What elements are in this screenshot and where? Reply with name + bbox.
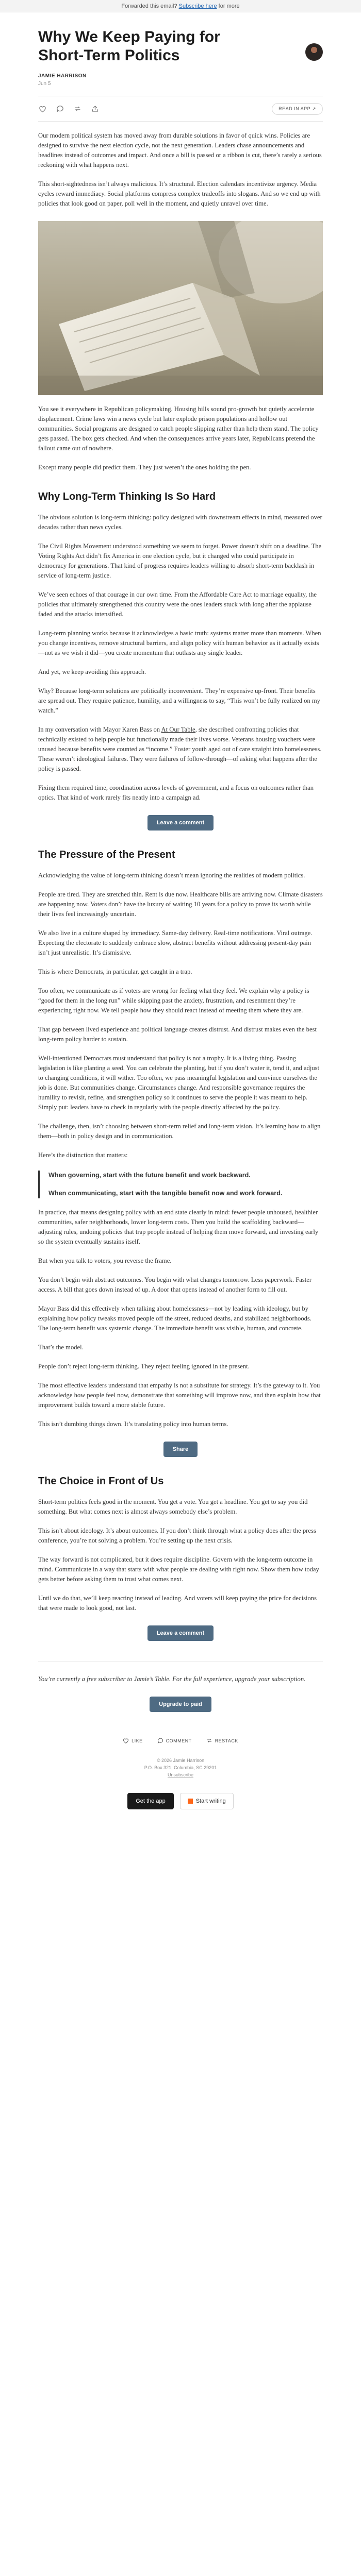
unsubscribe-link[interactable]: Unsubscribe	[167, 1772, 194, 1777]
body-paragraph: This is where Democrats, in particular, get caught in a trap.	[38, 968, 192, 975]
section-heading-pressure: The Pressure of the Present	[38, 849, 175, 860]
leave-comment-button[interactable]: Leave a comment	[147, 1625, 214, 1641]
external-arrow-icon: ↗	[311, 106, 316, 111]
quote-line: When governing, start with the future benefit and work backward.	[48, 1172, 251, 1179]
forward-text: Forwarded this email?	[121, 3, 177, 9]
body-paragraph: We also live in a culture shaped by immediacy. Same-day delivery. Real-time notifications. Viral outrage. Expecting the electorate to suddenly embrace slow, abstract benefits without addressing present-day pain isn’t just unrealistic. It’s dismissive.	[38, 929, 313, 956]
body-paragraph: The Civil Rights Movement understood something we seem to forget. Power doesn’t shift on a deadline. The Voting Rights Act didn’t fix America in one election cycle, but it changed who could participate in democracy for generations. That kind of progress requires leaders willing to absorb short-term backlash in service of long-term justice.	[38, 543, 322, 579]
body-paragraph: This isn’t dumbing things down. It’s translating policy into human terms.	[38, 1420, 228, 1428]
body-paragraph: People are tired. They are stretched thin. Rent is due now. Healthcare bills are arriving now. Climate disasters are happening now. Voters don’t have the luxury of waiting 10 years for a policy to prove its worth while their lives feel increasingly uncertain.	[38, 891, 323, 918]
read-in-app-button[interactable]	[272, 103, 323, 115]
leave-comment-button[interactable]: Leave a comment	[147, 815, 214, 831]
interview-paragraph	[38, 725, 323, 774]
footer-legal	[38, 1757, 323, 1778]
body-paragraph: Acknowledging the value of long-term thinking doesn’t mean ignoring the realities of modern politics.	[38, 872, 305, 879]
app-buttons	[38, 1793, 323, 1809]
body-paragraph: Too often, we communicate as if voters are wrong for feeling what they feel. We explain why a policy is “good for them in the long run” while skipping past the anxiety, frustration, and resentment they’re experiencing right now. We tell people how they should react instead of meeting them where they are.	[38, 987, 309, 1014]
restack-icon[interactable]	[73, 105, 81, 113]
hero-photo	[38, 221, 323, 395]
section-heading-choice: The Choice in Front of Us	[38, 1476, 164, 1487]
interview-text-after: , she described confronting policies that technically existed to help people but functionally made their lives worse. Veterans housing vouchers were unused because benefits were counted as “income.” Foster youth aged out of care straight into homelessness. These weren’t ideological failures. They were failures of follow-through—of asking what happens after the policy is passed.	[38, 726, 322, 772]
body-paragraph: The obvious solution is long-term thinking: policy designed with downstream effects in mind, measured over decades rather than news cycles.	[38, 514, 322, 531]
body-paragraph: Why? Because long-term solutions are politically inconvenient. They’re expensive up-front. Their benefits are spread out. They require patience, humility, and a willingness to say, “This won’t be fully realized on my watch.”	[38, 687, 320, 714]
body-paragraph: Fixing them required time, coordination across levels of government, and a focus on outcomes rather than optics. That kind of work rarely fits neatly into a campaign ad.	[38, 784, 314, 801]
body-paragraph: Except many people did predict them. They just weren’t the ones holding the pen.	[38, 464, 251, 471]
intro-paragraph-1: Our modern political system has moved away from durable solutions in favor of quick wins. Policies are designed to survive the next election cycle, not the next generation. Leaders chase announcements and headlines instead of outcomes and impact. And once a bill is passed or a ribbon is cut, there’s rarely a serious reckoning with what happens next.	[38, 132, 322, 168]
footer-restack-label: RESTACK	[215, 1738, 238, 1743]
start-writing-button[interactable]	[180, 1793, 234, 1809]
body-paragraph: You see it everywhere in Republican policymaking. Housing bills sound pro-growth but quietly accelerate displacement. Crime laws win a news cycle but later explode prison populations and hollow out communities. Social programs are designed to catch people slipping rather than help them stand. The policy gets passed. The box gets checked. And when the consequences arrive years later, Republicans pretend the fallout came out of nowhere.	[38, 405, 319, 452]
subscriber-note: You’re currently a free subscriber to Jamie’s Table. For the full experience, upgrade your subscription.	[38, 1675, 306, 1683]
post-title[interactable]: Why We Keep Paying for Short-Term Politics	[38, 28, 220, 64]
body-paragraph: The way forward is not complicated, but it does require discipline. Govern with the long-term outcome in mind. Communicate in a way that starts with what people are dealing with right now. Show them how today gets better before asking them to trust what comes next.	[38, 1556, 319, 1583]
post-actions-bar	[38, 96, 323, 122]
mailing-address: P.O. Box 321, Columbia, SC 29201	[144, 1765, 217, 1770]
body-paragraph: You don’t begin with abstract outcomes. You begin with what changes tomorrow. Less paperwork. Faster access. A bill that goes down instead of up. A door that opens instead of another form to fill out.	[38, 1276, 312, 1293]
get-the-app-label: Get the app	[136, 1798, 166, 1804]
forward-banner	[0, 0, 361, 12]
footer-restack-button[interactable]	[206, 1738, 238, 1743]
get-the-app-button[interactable]	[127, 1793, 174, 1809]
body-paragraph: This isn’t about ideology. It’s about outcomes. If you don’t think through what a policy does after the press conference, you’re not solving a problem. You’re setting up the next crisis.	[38, 1527, 316, 1544]
restack-icon	[206, 1738, 212, 1743]
body-paragraph: Well-intentioned Democrats must understand that policy is not a trophy. It is a living thing. Passing legislation is like planting a seed. You can celebrate the planting, but if you don’t water it, tend it, and adjust to changing conditions, it will wither. Too often, we pass meaningful legislation and convince ourselves the job is done. But communities change. Circumstances change. And responsible governance requires the humility to revisit, refine, and strengthen policy so it continues to serve the people it was meant to help. Simply put: leaders have to check in regularly with the people directly affected by the policy.	[38, 1055, 320, 1111]
copyright: © 2026 Jamie Harrison	[156, 1758, 205, 1763]
footer-like-label: LIKE	[132, 1738, 143, 1743]
body-paragraph: Until we do that, we’ll keep reacting instead of leading. And voters will keep paying the price for decisions that were made to look good, not last.	[38, 1595, 317, 1612]
heart-icon[interactable]	[38, 105, 46, 113]
body-paragraph: But when you talk to voters, you reverse the frame.	[38, 1257, 172, 1264]
comment-icon[interactable]	[56, 105, 64, 113]
footer-like-button[interactable]	[123, 1738, 143, 1743]
upgrade-to-paid-button[interactable]: Upgrade to paid	[150, 1697, 211, 1712]
intro-paragraph-2: This short-sightedness isn’t always malicious. It’s structural. Election calendars incentivize urgency. Media cycles reward immediacy. Social platforms compress complex tradeoffs into slogans. And so we end up with policies that look good on paper, poll well in the moment, and quietly unravel over time.	[38, 180, 321, 207]
body-paragraph: Long-term planning works because it acknowledges a basic truth: systems matter more than moments. When you change incentives, remove structural barriers, and align policy with human behavior as it actually exists—not as we wish it did—you create momentum that outlasts any single leader.	[38, 630, 321, 656]
avatar[interactable]	[305, 43, 323, 61]
share-button[interactable]: Share	[163, 1442, 198, 1457]
post-date: Jun 5	[38, 81, 51, 87]
interview-text-before: In my conversation with Mayor Karen Bass on	[38, 726, 161, 733]
heart-icon	[123, 1738, 129, 1743]
post-container	[38, 28, 323, 1825]
quote-line: When communicating, start with the tangible benefit now and work forward.	[48, 1190, 283, 1197]
share-icon[interactable]	[91, 105, 99, 113]
body-paragraph: Here’s the distinction that matters:	[38, 1151, 128, 1159]
substack-logo-icon	[188, 1799, 193, 1804]
author-name[interactable]: JAMIE HARRISON	[38, 73, 87, 79]
ballot-image-icon	[38, 221, 323, 395]
at-our-table-link[interactable]: At Our Table	[161, 726, 195, 733]
body-paragraph: Mayor Bass did this effectively when talking about homelessness—not by leading with ideology, but by explaining how policy tweaks moved people off the street, reduced deaths, and stabilized neighborhoods. The long-term benefit was systemic change. The immediate benefit was visible, human, and concrete.	[38, 1305, 311, 1332]
body-paragraph: That’s the model.	[38, 1344, 84, 1351]
body-paragraph: The challenge, then, isn’t choosing between short-term relief and long-term vision. It’s learning how to align them—both in policy design and in communication.	[38, 1123, 321, 1140]
body-paragraph: We’ve seen echoes of that courage in our own time. From the Affordable Care Act to marriage equality, the policies that ultimately strengthened this country were the ones leaders stuck with long after the applause faded and the attacks intensified.	[38, 591, 317, 618]
section-heading-long-term: Why Long-Term Thinking Is So Hard	[38, 491, 216, 502]
body-paragraph: That gap between lived experience and political language creates distrust. And distrust makes even the best long-term policy harder to sustain.	[38, 1026, 317, 1043]
body-paragraph: In practice, that means designing policy with an end state clearly in mind: fewer people unhoused, healthier communities, safer neighborhoods, lower long-term costs. Then you build the scaffolding backward—adjusting rules, undoing policies that trap people instead of helping them move forward, and investing early so the system eventually sustains itself.	[38, 1209, 319, 1245]
body-paragraph: People don’t reject long-term thinking. They reject feeling ignored in the present.	[38, 1363, 250, 1370]
forward-suffix: for more	[217, 3, 240, 9]
start-writing-label: Start writing	[195, 1798, 226, 1804]
subscribe-link[interactable]: Subscribe here	[178, 3, 217, 9]
footer-comment-label: COMMENT	[166, 1738, 192, 1743]
blockquote	[38, 1171, 323, 1198]
body-paragraph: The most effective leaders understand that empathy is not a substitute for strategy. It’s the gateway to it. You acknowledge how people feel now, demonstrate that something will improve now, and then explain how that improvement builds toward a more stable future.	[38, 1382, 321, 1409]
footer-comment-button[interactable]	[157, 1738, 192, 1743]
footer-actions	[38, 1738, 323, 1743]
read-in-app-label: READ IN APP	[278, 106, 310, 111]
comment-icon	[157, 1738, 163, 1743]
body-paragraph: And yet, we keep avoiding this approach.	[38, 668, 146, 675]
body-paragraph: Short-term politics feels good in the moment. You get a vote. You get a headline. You get to say you did something. But what comes next is almost always somebody else’s problem.	[38, 1498, 308, 1515]
